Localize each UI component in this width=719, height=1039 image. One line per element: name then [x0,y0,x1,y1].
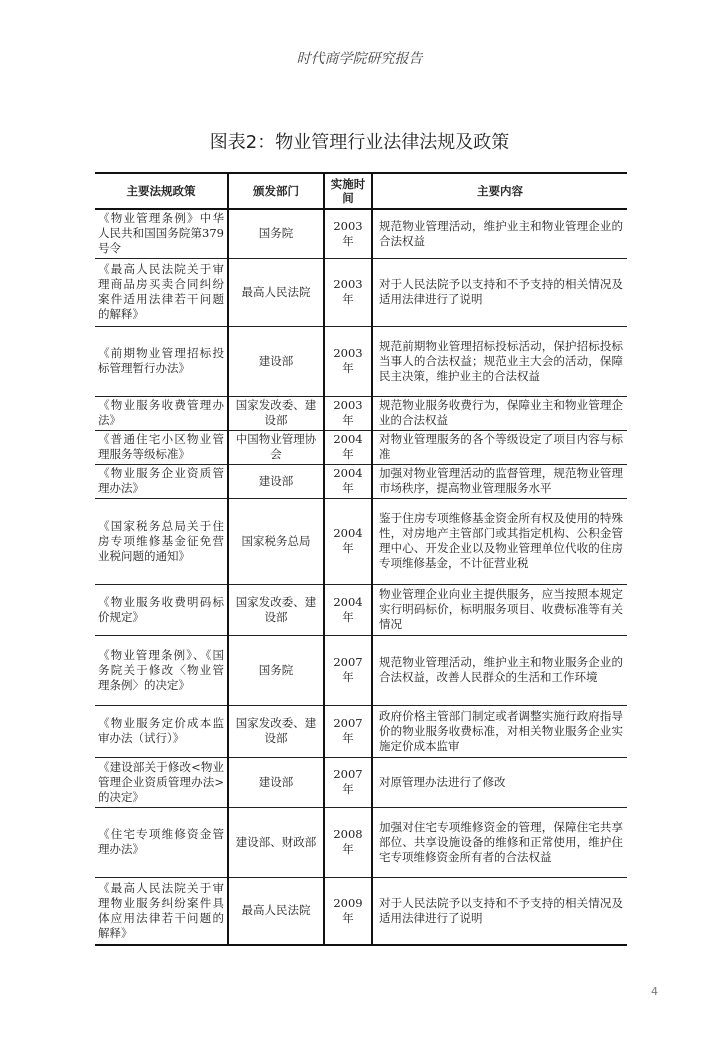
policy-department: 中国物业管理协会 [228,430,324,464]
policy-name: 《住宅专项维修资金管理办法》 [95,807,228,877]
policy-year: 2007年 [324,705,372,757]
policy-content: 对于人民法院予以支持和不予支持的相关情况及适用法律进行了说明 [372,258,627,326]
policy-department: 最高人民法院 [228,258,324,326]
policy-content: 加强对住宅专项维修资金的管理，保障住宅共享部位、共享设施设备的维修和正常使用，维护住宅专项维修资金所有者的合法权益 [372,807,627,877]
policy-department: 国家税务总局 [228,498,324,584]
policy-name: 《最高人民法院关于审理物业服务纠纷案件具体应用法律若干问题的解释》 [95,877,228,945]
policy-content: 对原管理办法进行了修改 [372,757,627,807]
policy-name: 《物业管理条例》、《国务院关于修改〈物业管理条例〉的决定》 [95,635,228,705]
policy-department: 国家发改委、建设部 [228,396,324,430]
table-row [95,396,627,430]
policy-department: 国务院 [228,635,324,705]
table-row [95,807,627,877]
policy-content: 规范前期物业管理招标投标活动，保护招标投标当事人的合法权益；规范业主大会的活动，保障民主决策，维护业主的合法权益 [372,326,627,396]
table-header-row [95,173,627,209]
policy-year: 2007年 [324,757,372,807]
policy-year: 2003年 [324,258,372,326]
header-year: 实施时间 [324,173,372,209]
policy-name: 《物业管理条例》中华人民共和国国务院第379号令 [95,209,228,258]
figure-title: 图表2：物业管理行业法律法规及政策 [209,132,510,153]
policy-year: 2007年 [324,635,372,705]
policy-name: 《最高人民法院关于审理商品房买卖合同纠纷案件适用法律若干问题的解释》 [95,258,228,326]
table-row [95,635,627,705]
regulations-table [95,172,627,946]
report-header: 时代商学院研究报告 [296,51,423,67]
policy-year: 2004年 [324,498,372,584]
table-row [95,757,627,807]
policy-content: 物业管理企业向业主提供服务，应当按照本规定实行明码标价，标明服务项目、收费标准等有关情况 [372,584,627,635]
policy-year: 2009年 [324,877,372,945]
policy-name: 《普通住宅小区物业管理服务等级标准》 [95,430,228,464]
table-row [95,326,627,396]
policy-department: 建设部 [228,464,324,498]
policy-year: 2004年 [324,584,372,635]
table-row [95,498,627,584]
policy-department: 建设部 [228,757,324,807]
policy-year: 2004年 [324,430,372,464]
policy-department: 建设部 [228,326,324,396]
policy-content: 鉴于住房专项维修基金资金所有权及使用的特殊性，对房地产主管部门或其指定机构、公积金管理中心、开发企业以及物业管理单位代收的住房专项维修基金，不计征营业税 [372,498,627,584]
policy-content: 对物业管理服务的各个等级设定了项目内容与标准 [372,430,627,464]
policy-name: 《物业服务收费明码标价规定》 [95,584,228,635]
policy-name: 《建设部关于修改<物业管理企业资质管理办法>的决定》 [95,757,228,807]
policy-content: 对于人民法院予以支持和不予支持的相关情况及适用法律进行了说明 [372,877,627,945]
policy-content: 政府价格主管部门制定或者调整实施行政府指导价的物业服务收费标准，对相关物业服务企业实施定价成本监审 [372,705,627,757]
policy-content: 规范物业管理活动，维护业主和物业管理企业的合法权益 [372,209,627,258]
policy-year: 2003年 [324,396,372,430]
policy-content: 规范物业管理活动，维护业主和物业服务企业的合法权益，改善人民群众的生活和工作环境 [372,635,627,705]
policy-department: 最高人民法院 [228,877,324,945]
table-row [95,430,627,464]
policy-year: 2008年 [324,807,372,877]
policy-content: 规范物业服务收费行为，保障业主和物业管理企业的合法权益 [372,396,627,430]
policy-name: 《物业服务定价成本监审办法（试行）》 [95,705,228,757]
header-content: 主要内容 [372,173,627,209]
table-row [95,584,627,635]
table-row [95,464,627,498]
policy-department: 国家发改委、建设部 [228,584,324,635]
policy-department: 建设部、财政部 [228,807,324,877]
policy-department: 国务院 [228,209,324,258]
policy-name: 《前期物业管理招标投标管理暂行办法》 [95,326,228,396]
policy-content: 加强对物业管理活动的监督管理，规范物业管理市场秩序，提高物业管理服务水平 [372,464,627,498]
table-row [95,705,627,757]
policy-year: 2003年 [324,326,372,396]
page-number: 4 [651,985,658,998]
policy-year: 2003年 [324,209,372,258]
header-department: 颁发部门 [228,173,324,209]
policy-name: 《物业服务收费管理办法》 [95,396,228,430]
policy-year: 2004年 [324,464,372,498]
header-policy: 主要法规政策 [95,173,228,209]
policy-name: 《国家税务总局关于住房专项维修基金征免营业税问题的通知》 [95,498,228,584]
policy-department: 国家发改委、建设部 [228,705,324,757]
table-row [95,258,627,326]
table-row [95,209,627,258]
table-row [95,877,627,945]
policy-name: 《物业服务企业资质管理办法》 [95,464,228,498]
